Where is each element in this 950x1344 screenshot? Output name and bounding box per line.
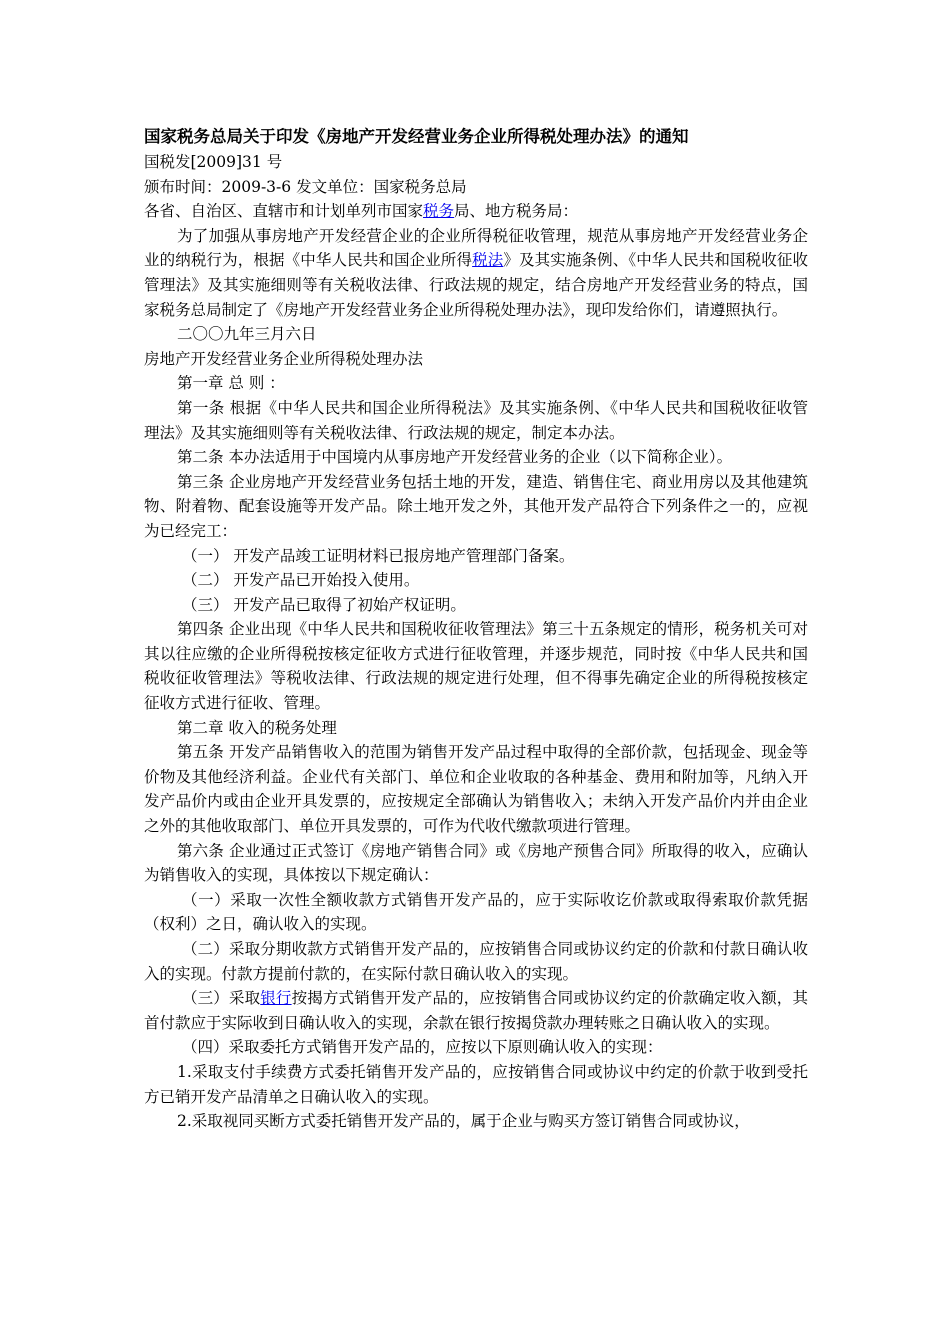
article-3-item-2: （二） 开发产品已开始投入使用。 [182,571,420,590]
doc-number: 国税发[2009]31 号 [144,153,283,171]
article-6-item-3 [144,986,808,1035]
addressee [144,199,808,224]
article-5: 第五条 开发产品销售收入的范围为销售开发产品过程中取得的全部价款，包括现金、现金等价物及其他经济利益。企业代有关部门、单位和企业收取的各种基金、费用和附加等，凡纳入开发产品价内或由企业开具发票的，应按规定全部确认为销售收入；未纳入开发产品价内并由企业之外的其他收取部门、单位开具发票的，可作为代收代缴款项进行管理。 [144,743,808,836]
measures-title: 房地产开发经营业务企业所得税处理办法 [144,349,424,368]
chapter-2-heading: 第二章 收入的税务处理 [177,718,337,737]
chapter-1-heading: 第一章 总 则 ： [177,374,285,393]
bank-link[interactable]: 银行 [260,989,292,1008]
intro-paragraph [144,224,808,322]
addressee-text-b: 局、地方税务局： [454,202,579,221]
article-1: 第一条 根据《中华人民共和国企业所得税法》及其实施条例、《中华人民共和国税收征收管理法》及其实施细则等有关税收法律、行政法规的规定，制定本办法。 [144,398,808,442]
intro-text-b: 》及其实施条例、《中华人民共和国税收征收管理法》及其实施细则等有关税收法律、行政法规的规定，结合房地产开发经营业务的特点，国家税务总局制定了《房地产开发经营业务企业所得税处理办法》，现印发给你们，请遵照执行。 [144,251,808,319]
article-6: 第六条 企业通过正式签订《房地产销售合同》或《房地产预售合同》所取得的收入，应确认为销售收入的实现，具体按以下规定确认： [144,841,808,885]
article-6-item-4-sub-1: 1.采取支付手续费方式委托销售开发产品的，应按销售合同或协议中约定的价款于收到受托方已销开发产品清单之日确认收入的实现。 [144,1062,808,1106]
issue-info: 颁布时间：2009-3-6 发文单位：国家税务总局 [144,177,467,196]
article-6-item-4-sub-2: 2.采取视同买断方式委托销售开发产品的，属于企业与购买方签订销售合同或协议， [177,1112,750,1131]
article-6-item-2: （二）采取分期收款方式销售开发产品的，应按销售合同或协议约定的价款和付款日确认收入的实现。付款方提前付款的，在实际付款日确认收入的实现。 [144,940,808,983]
article-3: 第三条 企业房地产开发经营业务包括土地的开发，建造、销售住宅、商业用房以及其他建筑物、附着物、配套设施等开发产品。除土地开发之外，其他开发产品符合下列条件之一的，应视为已经完工： [144,472,808,540]
article-4: 第四条 企业出现《中华人民共和国税收征收管理法》第三十五条规定的情形，税务机关可对其以往应缴的企业所得税按核定征收方式进行征收管理，并逐步规范，同时按《中华人民共和国税收征收管理法》等税收法律、行政法规的规定进行处理，但不得事先确定企业的所得税按核定征收方式进行征收、管理。 [144,620,808,713]
notice-date: 二〇〇九年三月六日 [177,325,317,344]
document-title: 国家税务总局关于印发《房地产开发经营业务企业所得税处理办法》的通知 [144,127,689,146]
tax-link[interactable]: 税务 [423,202,455,221]
article-6-item-4: （四）采取委托方式销售开发产品的，应按以下原则确认收入的实现： [182,1038,663,1057]
article-2: 第二条 本办法适用于中国境内从事房地产开发经营业务的企业（以下简称企业）。 [177,448,733,467]
article-6-item-1: （一）采取一次性全额收款方式销售开发产品的，应于实际收讫价款或取得索取价款凭据（权利）之日，确认收入的实现。 [144,890,808,934]
article-3-item-3: （三） 开发产品已取得了初始产权证明。 [182,595,466,614]
item-3-text-b: 按揭方式销售开发产品的，应按销售合同或协议约定的价款确定收入额，其首付款应于实际收到日确认收入的实现，余款在银行按揭贷款办理转账之日确认收入的实现。 [144,989,808,1032]
document-page [144,124,808,1134]
article-3-item-1: （一） 开发产品竣工证明材料已报房地产管理部门备案。 [182,546,575,565]
tax-law-link[interactable]: 税法 [472,251,504,270]
item-3-text-a: （三）采取 [182,989,261,1008]
intro-text-a: 为了加强从事房地产开发经营企业的企业所得税征收管理，规范从事房地产开发经营业务企业的纳税行为，根据《中华人民共和国企业所得 [144,226,808,270]
addressee-text-a: 各省、自治区、直辖市和计划单列市国家 [144,202,424,221]
